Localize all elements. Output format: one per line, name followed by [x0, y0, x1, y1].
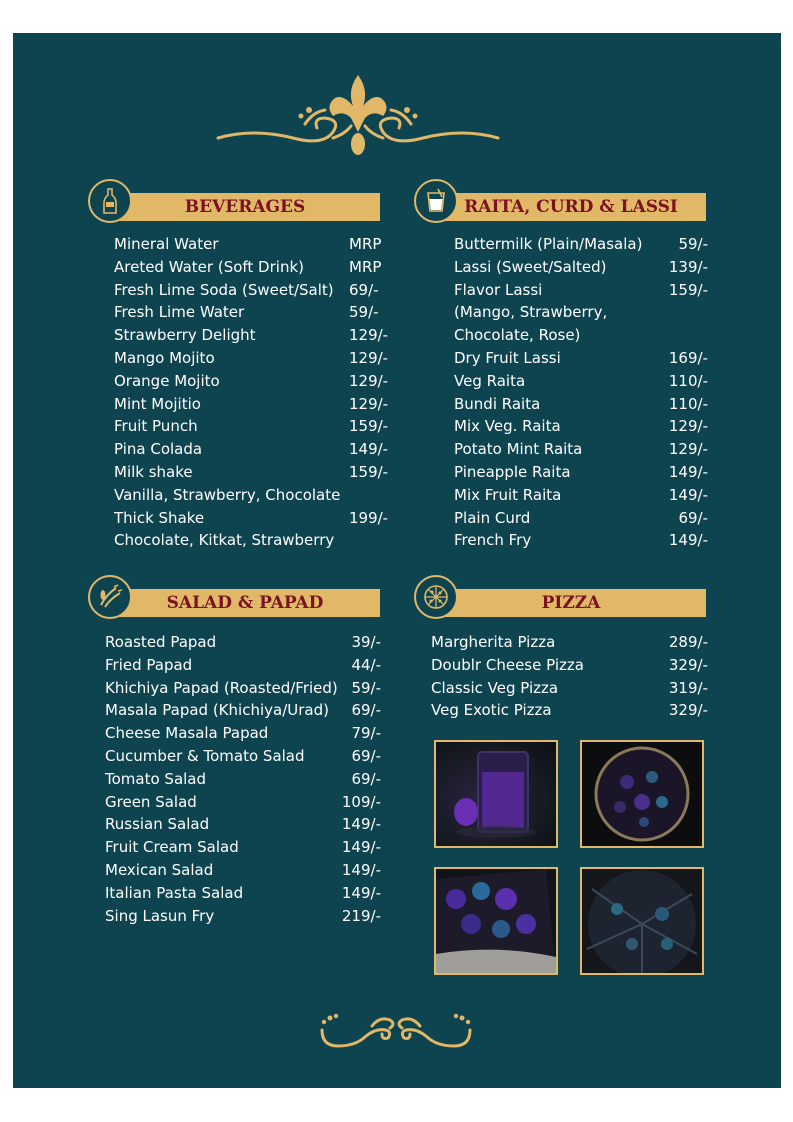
menu-item [454, 324, 708, 347]
menu-item [105, 699, 381, 722]
salad-title: SALAD & PAPAD [166, 593, 324, 613]
item-price: 169/- [668, 348, 708, 367]
item-name: Mango Mojito [114, 348, 215, 367]
menu-item [454, 484, 708, 507]
item-name: Pina Colada [114, 440, 203, 459]
menu-item [114, 324, 394, 347]
menu-item [105, 722, 381, 745]
pizza-list [431, 631, 708, 722]
item-price: 69/- [678, 508, 708, 527]
item-name: Dry Fruit Lassi [454, 348, 561, 367]
item-name: Flavor Lassi [454, 280, 543, 299]
item-name: Veg Exotic Pizza [431, 701, 552, 720]
item-name: Bundi Raita [454, 394, 541, 413]
item-price: 159/- [668, 280, 708, 299]
item-name: Tomato Salad [105, 769, 207, 788]
item-price: 69/- [349, 280, 379, 299]
item-price: MRP [349, 235, 382, 253]
menu-item [105, 905, 381, 928]
item-price: 149/- [341, 860, 381, 879]
menu-item [454, 415, 708, 438]
item-price: 329/- [668, 701, 708, 720]
salad-list [105, 631, 381, 927]
menu-item [454, 393, 708, 416]
item-price: 149/- [341, 838, 381, 857]
drink-photo [434, 740, 558, 848]
menu-item [431, 699, 708, 722]
item-name: Veg Raita [454, 371, 526, 390]
item-price: 219/- [341, 906, 381, 925]
menu-item [454, 233, 708, 256]
item-price: 199/- [349, 508, 389, 527]
item-price: 329/- [668, 655, 708, 674]
item-name: Mexican Salad [105, 860, 214, 879]
item-name: Mint Mojitio [114, 394, 201, 413]
menu-item [114, 256, 394, 279]
item-price: 69/- [351, 769, 381, 788]
item-name: Orange Mojito [114, 371, 220, 390]
item-price: 149/- [668, 485, 708, 504]
item-name: Chocolate, Kitkat, Strawberry [114, 531, 335, 550]
menu-item [114, 461, 394, 484]
item-name: Chocolate, Rose) [454, 326, 581, 345]
pizza-cut-photo [580, 867, 704, 975]
item-price: 139/- [668, 257, 708, 276]
item-price: 289/- [668, 633, 708, 651]
menu-item [105, 791, 381, 814]
menu-item [105, 836, 381, 859]
menu-item [454, 438, 708, 461]
item-name: Fried Papad [105, 655, 193, 674]
menu-item [454, 301, 708, 324]
item-price: 110/- [668, 371, 708, 390]
menu-item [431, 631, 708, 654]
item-name: Green Salad [105, 792, 197, 811]
menu-item [114, 370, 394, 393]
item-price: 129/- [349, 394, 389, 413]
item-price: 69/- [351, 701, 381, 720]
item-name: Vanilla, Strawberry, Chocolate [114, 485, 341, 504]
item-name: Plain Curd [454, 508, 531, 527]
item-name: Cucumber & Tomato Salad [105, 746, 305, 765]
menu-item [454, 370, 708, 393]
beverages-title: BEVERAGES [184, 197, 306, 217]
menu-item [114, 507, 394, 530]
menu-item [454, 256, 708, 279]
item-price: 149/- [341, 815, 381, 834]
pizza-title: PIZZA [541, 593, 601, 613]
menu-item [105, 654, 381, 677]
vegetables-icon [96, 583, 124, 611]
menu-item [105, 631, 381, 654]
item-name: Potato Mint Raita [454, 440, 583, 459]
raita-header [436, 193, 706, 221]
menu-item [454, 279, 708, 302]
beverages-header [110, 193, 380, 221]
menu-item [431, 677, 708, 700]
item-name: Buttermilk (Plain/Masala) [454, 235, 643, 253]
item-price: 129/- [349, 348, 389, 367]
menu-item [105, 745, 381, 768]
item-name: Margherita Pizza [431, 633, 556, 651]
item-price: 149/- [668, 462, 708, 481]
menu-item [114, 347, 394, 370]
menu-item [105, 677, 381, 700]
raita-title: RAITA, CURD & LASSI [464, 197, 678, 217]
item-price: 69/- [351, 746, 381, 765]
item-price: 149/- [349, 440, 389, 459]
item-price: 59/- [678, 235, 708, 253]
item-name: Roasted Papad [105, 633, 217, 651]
pizza-header [436, 589, 706, 617]
item-name: Areted Water (Soft Drink) [114, 257, 304, 276]
item-price: 149/- [341, 883, 381, 902]
menu-item [454, 507, 708, 530]
item-name: Lassi (Sweet/Salted) [454, 257, 607, 276]
pizza-icon [422, 583, 450, 611]
menu-item [114, 484, 394, 507]
item-price: 129/- [668, 440, 708, 459]
raita-badge [414, 179, 458, 223]
menu-item [114, 279, 394, 302]
item-name: Fruit Punch [114, 417, 198, 436]
item-price: 39/- [351, 633, 381, 651]
item-price: 109/- [341, 792, 381, 811]
item-name: Doublr Cheese Pizza [431, 655, 584, 674]
menu-item [105, 859, 381, 882]
item-name: Fresh Lime Water [114, 303, 245, 322]
item-price: 319/- [668, 678, 708, 697]
item-name: Strawberry Delight [114, 326, 256, 345]
menu-item [454, 347, 708, 370]
pizza-photo [580, 740, 704, 848]
item-name: Cheese Masala Papad [105, 724, 269, 743]
menu-item [114, 438, 394, 461]
menu-item [454, 529, 708, 552]
pizza-badge [414, 575, 458, 619]
item-name: Italian Pasta Salad [105, 883, 244, 902]
item-name: Thick Shake [114, 508, 205, 527]
menu-item [114, 393, 394, 416]
item-name: Russian Salad [105, 815, 210, 834]
item-price: 149/- [668, 531, 708, 550]
item-price: 129/- [668, 417, 708, 436]
item-price: 129/- [349, 371, 389, 390]
top-ornament-icon [213, 72, 503, 160]
item-price: 159/- [349, 417, 389, 436]
menu-item [114, 301, 394, 324]
glass-icon [422, 187, 450, 215]
item-name: Pineapple Raita [454, 462, 571, 481]
menu-item [431, 654, 708, 677]
menu-item [114, 415, 394, 438]
item-name: Mineral Water [114, 235, 219, 253]
item-name: Mix Fruit Raita [454, 485, 562, 504]
menu-item [105, 813, 381, 836]
salad-header [110, 589, 380, 617]
item-price: 129/- [349, 326, 389, 345]
beverages-badge [88, 179, 132, 223]
bottom-ornament-icon [316, 1008, 476, 1054]
pizza-slice-photo [434, 867, 558, 975]
item-name: Khichiya Papad (Roasted/Fried) [105, 678, 338, 697]
item-name: Milk shake [114, 462, 193, 481]
menu-item [105, 882, 381, 905]
salad-badge [88, 575, 132, 619]
item-price: 79/- [351, 724, 381, 743]
item-price: 44/- [351, 655, 381, 674]
item-price: 110/- [668, 394, 708, 413]
item-name: Masala Papad (Khichiya/Urad) [105, 701, 329, 720]
item-name: Sing Lasun Fry [105, 906, 215, 925]
item-name: Fresh Lime Soda (Sweet/Salt) [114, 280, 334, 299]
item-name: French Fry [454, 531, 532, 550]
item-price: 159/- [349, 462, 389, 481]
menu-item [105, 768, 381, 791]
raita-list [454, 233, 708, 552]
menu-item [454, 461, 708, 484]
menu-item [114, 233, 394, 256]
item-price: MRP [349, 257, 382, 276]
beverages-list [114, 233, 394, 552]
item-name: Classic Veg Pizza [431, 678, 559, 697]
bottle-icon [96, 187, 124, 215]
item-name: Fruit Cream Salad [105, 838, 239, 857]
item-name: (Mango, Strawberry, [454, 303, 608, 322]
item-price: 59/- [349, 303, 379, 322]
item-price: 59/- [351, 678, 381, 697]
menu-item [114, 529, 394, 552]
item-name: Mix Veg. Raita [454, 417, 561, 436]
